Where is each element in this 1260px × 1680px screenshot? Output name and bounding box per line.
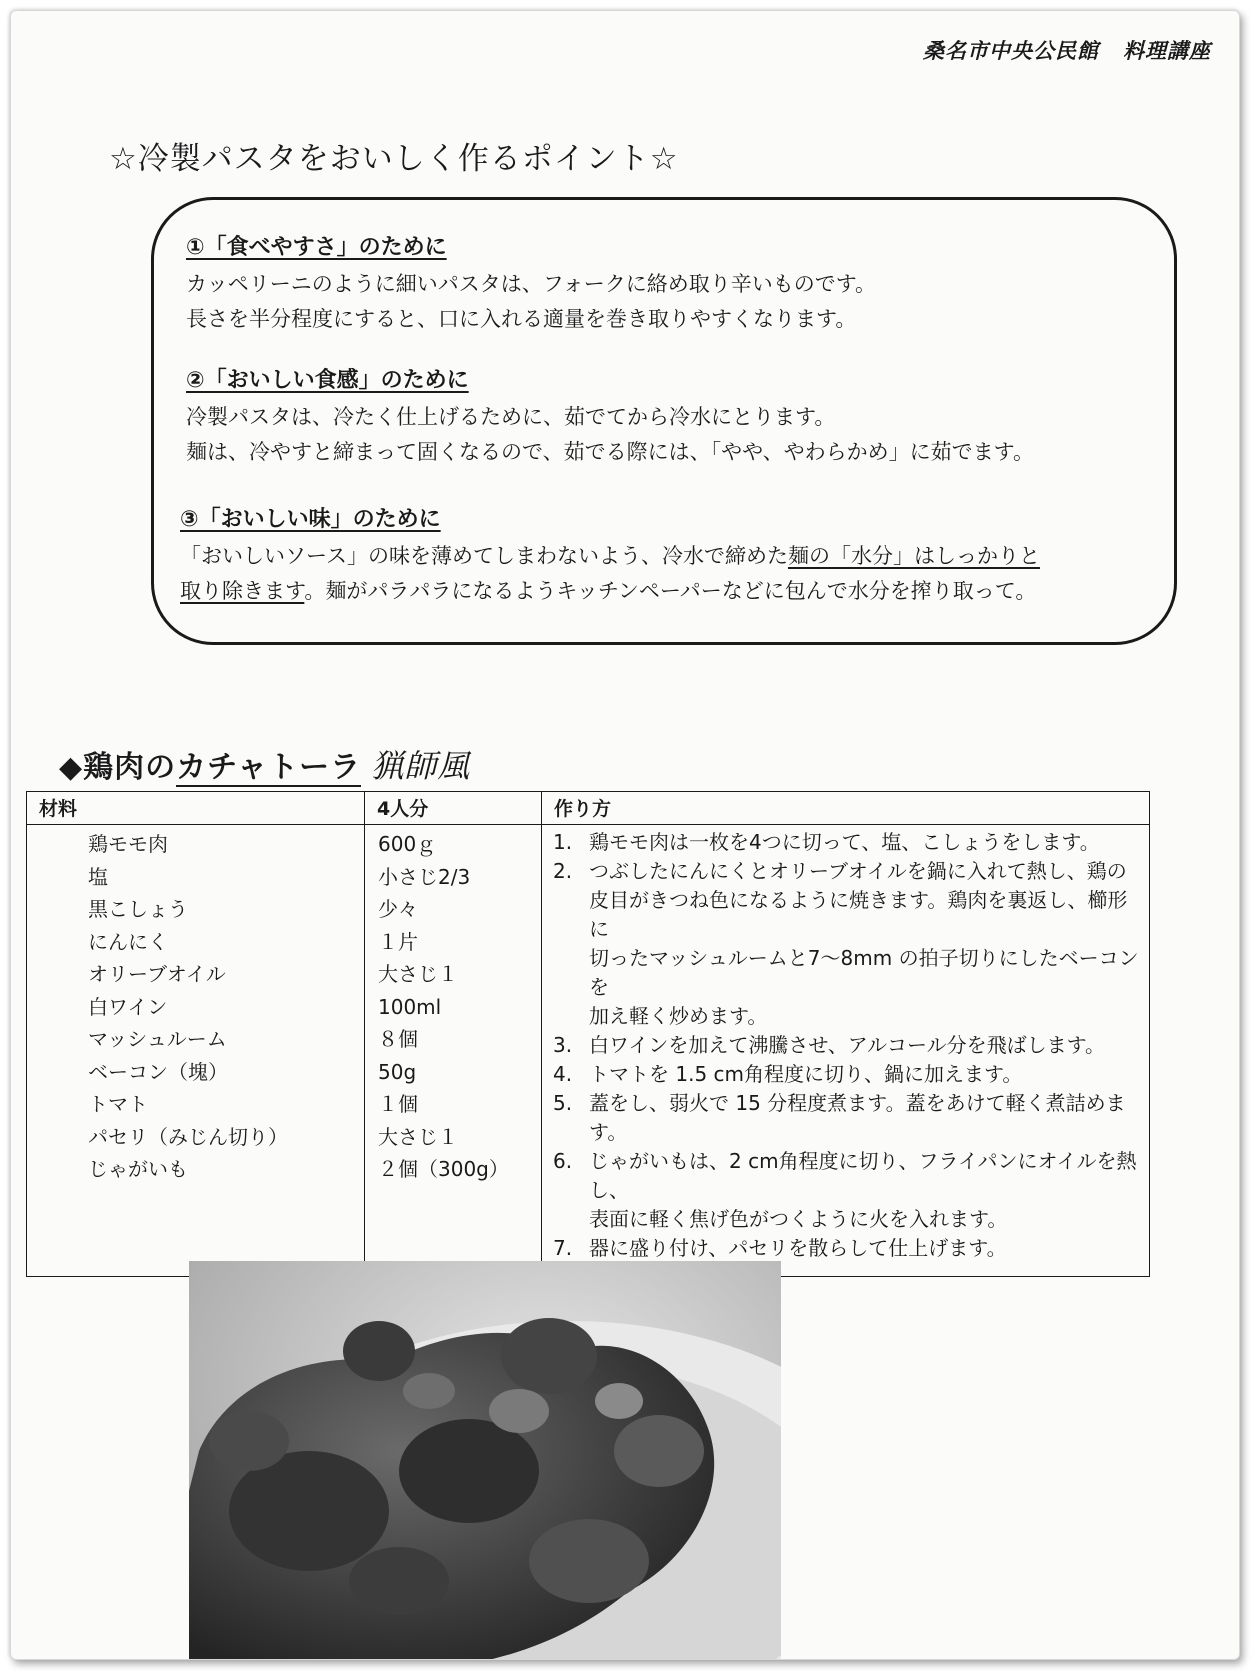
- header-course: 料理講座: [1123, 39, 1211, 63]
- step-number: 7.: [553, 1236, 573, 1260]
- ingredient-name: マッシュルーム: [88, 1027, 227, 1051]
- header-servings: 4人分: [365, 792, 542, 825]
- tip-1-line-1: カッペリーニのように細いパスタは、フォークに絡め取り辛いものです。: [186, 272, 877, 296]
- ingredient-amount: 小さじ2/3: [378, 864, 471, 889]
- ingredient-amount: 少々: [378, 897, 418, 921]
- ingredient-name: パセリ（みじん切り）: [88, 1124, 288, 1149]
- tip-3-heading: ③「おいしい味」のために: [180, 507, 441, 532]
- step-item: [553, 828, 1140, 857]
- dish-photo: [189, 1261, 781, 1660]
- ingredient-amount: １片: [378, 929, 418, 954]
- tip-1: [186, 230, 876, 337]
- step-number: 1.: [553, 830, 573, 854]
- recipe-table: [26, 791, 1150, 1277]
- recipe-title-dish: カチャトーラ: [176, 750, 362, 785]
- recipe-table-header: [27, 792, 1150, 825]
- step-item: [553, 1060, 1140, 1089]
- tip-3-text: 「おいしいソース」の味を薄めてしまわないよう、冷水で締めた: [180, 544, 788, 568]
- header-method: 作り方: [542, 792, 1150, 825]
- tip-3-line-1: [180, 539, 1040, 574]
- ingredient-amount: 50g: [378, 1059, 417, 1084]
- ingredient-amount: 600ｇ: [378, 832, 437, 856]
- step-item: [553, 857, 1140, 1031]
- amount-list: [366, 826, 540, 1190]
- step-text: トマトを 1.5 cm角程度に切り、鍋に加えます。: [589, 1062, 1023, 1086]
- ingredient-list: [28, 826, 363, 1190]
- tip-3-emphasis: 麺の「水分」はしっかりと: [787, 544, 1040, 568]
- step-number: 4.: [553, 1062, 573, 1086]
- recipe-table-body: [27, 825, 1150, 1277]
- tip-2-line-2: 麺は、冷やすと締まって固くなるので、茹でる際には、「やや、やわらかめ」に茹でます。: [186, 440, 1034, 464]
- recipe-title: [59, 741, 470, 787]
- tip-2-heading: ②「おいしい食感」のために: [186, 368, 469, 393]
- step-item: [553, 1147, 1140, 1234]
- step-text: じゃがいもは、2 cm角程度に切り、フライパンにオイルを熱し、 表面に軽く焦げ色がつくように火を入れます。: [589, 1149, 1137, 1231]
- step-text: 鶏モモ肉は一枚を4つに切って、塩、こしょうをします。: [589, 830, 1100, 854]
- ingredient-amount: 100ml: [378, 994, 442, 1019]
- step-text: 器に盛り付け、パセリを散らして仕上げます。: [589, 1236, 1007, 1260]
- step-number: 6.: [553, 1149, 573, 1173]
- tip-2-line-1: 冷製パスタは、冷たく仕上げるために、茹でてから冷水にとります。: [186, 405, 836, 429]
- tip-3-text-2: 。麺がパラパラになるようキッチンペーパーなどに包んで水分を搾り取って。: [304, 579, 1037, 603]
- ingredient-amount: ２個（300g）: [378, 1157, 509, 1181]
- step-item: [553, 1089, 1140, 1147]
- ingredient-name: 塩: [88, 864, 108, 889]
- header-ingredients: 材料: [27, 792, 365, 825]
- amounts-cell: [365, 825, 542, 1277]
- ingredient-name: 黒こしょう: [88, 897, 188, 921]
- dish-photo-image: [189, 1261, 781, 1660]
- tip-3-emphasis-2: 取り除きます: [180, 579, 305, 603]
- ingredient-name: 鶏モモ肉: [88, 832, 168, 856]
- header-org: 桑名市中央公民館: [923, 39, 1099, 63]
- tip-3-line-2: [180, 574, 1040, 609]
- step-item: [553, 1234, 1140, 1263]
- page-title: ☆冷製パスタをおいしく作るポイント☆: [109, 141, 679, 177]
- ingredient-amount: １個: [378, 1092, 418, 1116]
- ingredient-amount: ８個: [378, 1027, 418, 1051]
- ingredient-amount: 大さじ１: [378, 962, 458, 986]
- method-cell: [542, 825, 1150, 1277]
- step-text: つぶしたにんにくとオリーブオイルを鍋に入れて熱し、鶏の 皮目がきつね色になるように焼きます。鶏肉を裏返し、櫛形に 切ったマッシュルームと7～8mm の拍子切りにしたベーコンを 加え軽く炒めます。: [589, 859, 1139, 1028]
- step-text: 蓋をし、弱火で 15 分程度煮ます。蓋をあけて軽く煮詰めます。: [589, 1091, 1126, 1144]
- tip-2: [186, 363, 1034, 470]
- ingredient-name: ベーコン（塊）: [88, 1059, 228, 1084]
- tip-1-line-2: 長さを半分程度にすると、口に入れる適量を巻き取りやすくなります。: [186, 307, 857, 331]
- step-number: 5.: [553, 1091, 573, 1115]
- step-list: [543, 826, 1148, 1275]
- recipe-title-handwritten: 猟師風: [371, 747, 471, 785]
- recipe-title-main: ◆鶏肉の: [59, 750, 177, 785]
- ingredient-name: オリーブオイル: [88, 962, 226, 986]
- tip-1-heading: ①「食べやすさ」のために: [186, 235, 447, 260]
- ingredient-amount: 大さじ１: [378, 1124, 458, 1149]
- ingredient-name: にんにく: [88, 929, 168, 954]
- tip-3: [180, 502, 1040, 609]
- ingredient-name: トマト: [88, 1092, 148, 1116]
- tips-box: [151, 197, 1177, 645]
- ingredient-name: じゃがいも: [88, 1157, 188, 1181]
- step-number: 2.: [553, 859, 573, 883]
- ingredients-cell: [27, 825, 365, 1277]
- step-item: [553, 1031, 1140, 1060]
- step-number: 3.: [553, 1033, 573, 1057]
- page-header: [923, 35, 1211, 65]
- ingredient-name: 白ワイン: [88, 994, 168, 1019]
- step-text: 白ワインを加えて沸騰させ、アルコール分を飛ばします。: [589, 1033, 1105, 1057]
- document-page: [10, 10, 1240, 1660]
